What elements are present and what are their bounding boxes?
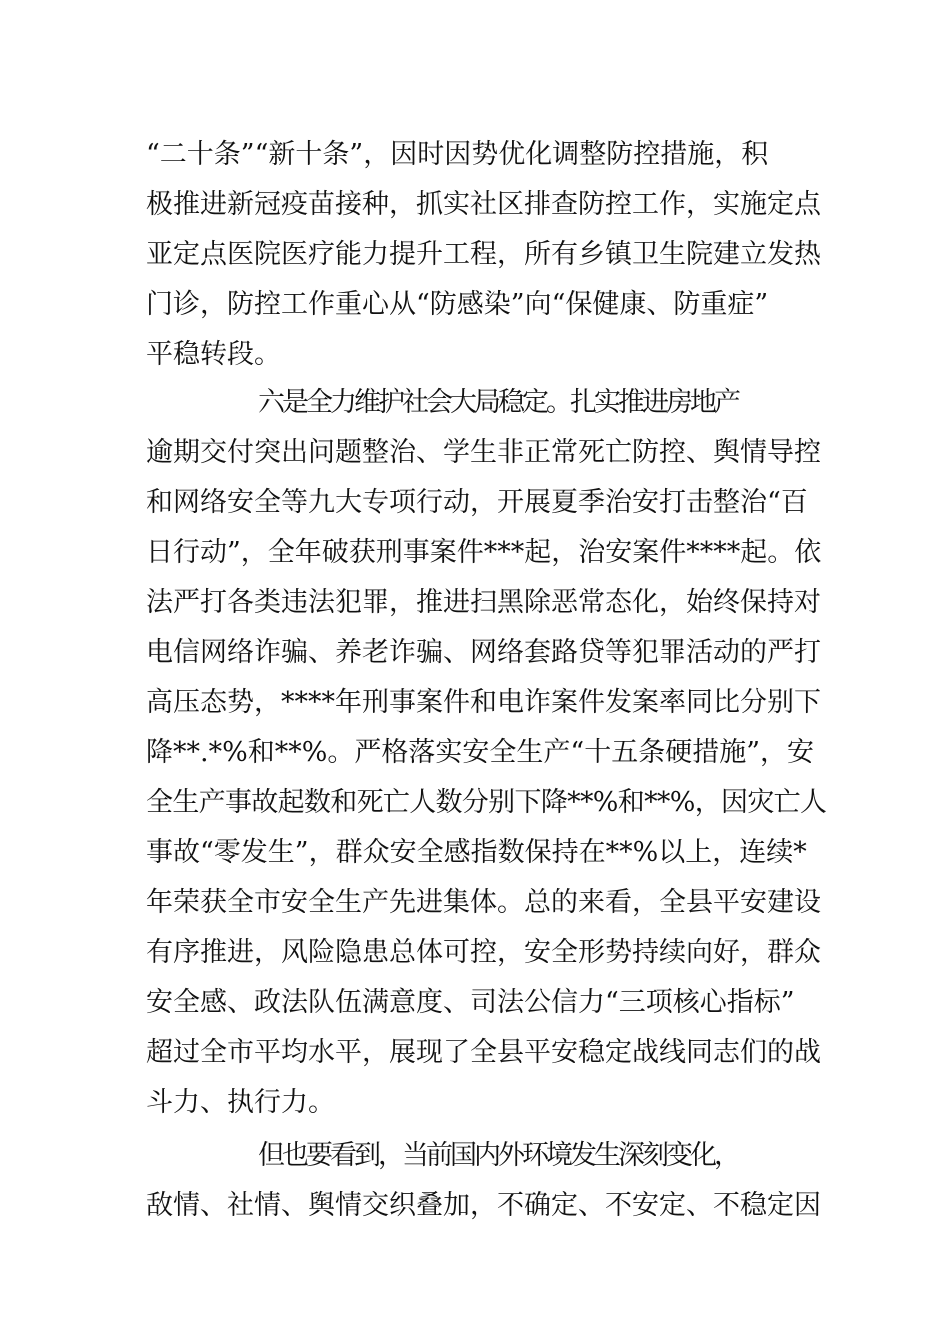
text-line-11: 电信网络诈骗、养老诈骗、网络套路贷等犯罪活动的严打 <box>146 637 821 668</box>
text-line-13: 降**.*%和**%。严格落实安全生产“十五条硬措施”，安 <box>146 737 814 768</box>
text-line-14: 全生产事故起数和死亡人数分别下降**%和**%，因灾亡人 <box>146 787 827 818</box>
text-line-4: 门诊，防控工作重心从“防感染”向“保健康、防重症” <box>146 289 769 320</box>
text-line-10: 法严打各类违法犯罪，推进扫黑除恶常态化，始终保持对 <box>146 587 821 618</box>
text-line-8: 和网络安全等九大专项行动，开展夏季治安打击整治“百 <box>146 487 808 518</box>
text-line-6: 六是全力维护社会大局稳定。扎实推进房地产 <box>258 387 738 418</box>
text-line-3: 亚定点医院医疗能力提升工程，所有乡镇卫生院建立发热 <box>146 239 821 270</box>
text-line-1: “二十条”“新十条”，因时因势优化调整防控措施，积 <box>146 139 769 170</box>
text-line-16: 年荣获全市安全生产先进集体。总的来看，全县平安建设 <box>146 887 821 918</box>
text-line-21: 但也要看到，当前国内外环境发生深刻变化， <box>258 1140 738 1171</box>
text-line-12: 高压态势，****年刑事案件和电诈案件发案率同比分别下 <box>146 687 821 718</box>
text-line-9: 日行动”，全年破获刑事案件***起，治安案件****起。依 <box>146 537 822 568</box>
text-line-5: 平稳转段。 <box>146 339 281 370</box>
text-line-18: 安全感、政法队伍满意度、司法公信力“三项核心指标” <box>146 987 795 1018</box>
text-line-15: 事故“零发生”，群众安全感指数保持在**%以上，连续* <box>146 837 807 868</box>
text-line-22: 敌情、社情、舆情交织叠加，不确定、不安定、不稳定因 <box>146 1190 821 1221</box>
text-line-19: 超过全市平均水平，展现了全县平安稳定战线同志们的战 <box>146 1037 821 1068</box>
text-line-20: 斗力、执行力。 <box>146 1087 335 1118</box>
text-line-7: 逾期交付突出问题整治、学生非正常死亡防控、舆情导控 <box>146 437 821 468</box>
text-line-17: 有序推进，风险隐患总体可控，安全形势持续向好，群众 <box>146 937 821 968</box>
text-line-2: 极推进新冠疫苗接种，抓实社区排查防控工作，实施定点 <box>146 189 821 220</box>
